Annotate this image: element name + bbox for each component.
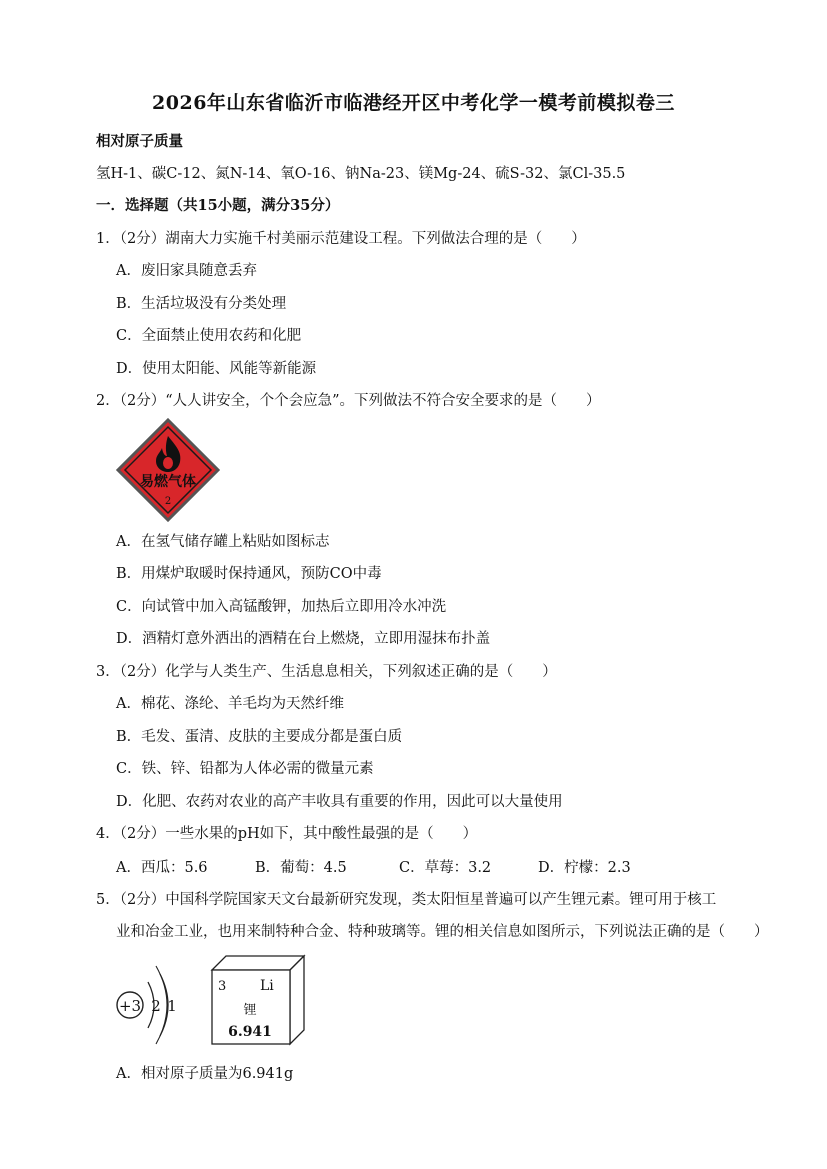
q1-option-b: B．生活垃圾没有分类处理 (116, 296, 287, 312)
q4-option-c: C．草莓：3.2 (399, 860, 492, 876)
q2-option-c: C．向试管中加入高锰酸钾，加热后立即用冷水冲洗 (116, 599, 447, 615)
q3-option-d: D．化肥、农药对农业的高产丰收具有重要的作用，因此可以大量使用 (116, 794, 563, 810)
sign-label: 易燃气体 (140, 474, 196, 490)
q1-option-c: C．全面禁止使用农药和化肥 (116, 328, 302, 344)
question-3-stem: 3．（2分）化学与人类生产、生活息息相关，下列叙述正确的是（ ） (96, 664, 557, 680)
q4-option-b: B．葡萄：4.5 (255, 860, 347, 876)
atomic-number: 3 (218, 979, 227, 994)
q2-option-d: D．酒精灯意外洒出的酒精在台上燃烧，立即用湿抹布扑盖 (116, 631, 491, 647)
flammable-gas-sign (116, 418, 220, 522)
q4-option-a: A．西瓜：5.6 (116, 860, 208, 876)
section-heading: 一．选择题（共15小题，满分35分） (96, 197, 340, 214)
q1-option-a: A．废旧家具随意丢弃 (116, 263, 257, 279)
question-1-stem: 1．（2分）湖南大力实施千村美丽示范建设工程。下列做法合理的是（ ） (96, 231, 586, 247)
q1-option-d: D．使用太阳能、风能等新能源 (116, 361, 317, 377)
question-2-stem: 2．（2分）“人人讲安全，个个会应急”。下列做法不符合安全要求的是（ ） (96, 393, 601, 409)
q3-option-b: B．毛发、蛋清、皮肤的主要成分都是蛋白质 (116, 729, 403, 745)
q4-option-d: D．柠檬：2.3 (538, 860, 631, 876)
atomic-mass-list: 氢H-1、碳C-12、氮N-14、氧O-16、钠Na-23、镁Mg-24、硫S-32、氯Cl-35.5 (96, 166, 626, 182)
q5-option-a: A．相对原子质量为6.941g (116, 1066, 294, 1082)
q2-option-b: B．用煤炉取暖时保持通风，预防CO中毒 (116, 566, 382, 582)
shell-2-electrons: 1 (167, 997, 177, 1015)
q3-option-c: C．铁、锌、铅都为人体必需的微量元素 (116, 761, 374, 777)
q2-option-a: A．在氢气储存罐上粘贴如图标志 (116, 534, 330, 550)
lithium-atom-structure-diagram (110, 960, 210, 1050)
question-4-stem: 4．（2分）一些水果的pH如下，其中酸性最强的是（ ） (96, 826, 478, 842)
shell-1-electrons: 2 (151, 997, 161, 1015)
question-5-stem-line-1: 5．（2分）中国科学院国家天文台最新研究发现，类太阳恒星普遍可以产生锂元素。锂可用于核工 (96, 892, 717, 908)
page-title: 2026年山东省临沂市临港经开区中考化学一模考前模拟卷三 (152, 92, 675, 114)
question-5-stem-line-2: 业和冶金工业，也用来制特种合金、特种玻璃等。锂的相关信息如图所示，下列说法正确的是（ ） (116, 924, 769, 940)
sign-class-number: 2 (164, 496, 172, 507)
element-name: 锂 (243, 1003, 257, 1018)
relative-atomic-mass: 6.941 (228, 1024, 272, 1040)
nucleus-charge: +3 (118, 997, 142, 1015)
atomic-mass-heading: 相对原子质量 (96, 133, 183, 150)
q3-option-a: A．棉花、涤纶、羊毛均为天然纤维 (116, 696, 344, 712)
element-symbol: Li (260, 978, 274, 994)
lithium-element-cell (208, 952, 308, 1048)
